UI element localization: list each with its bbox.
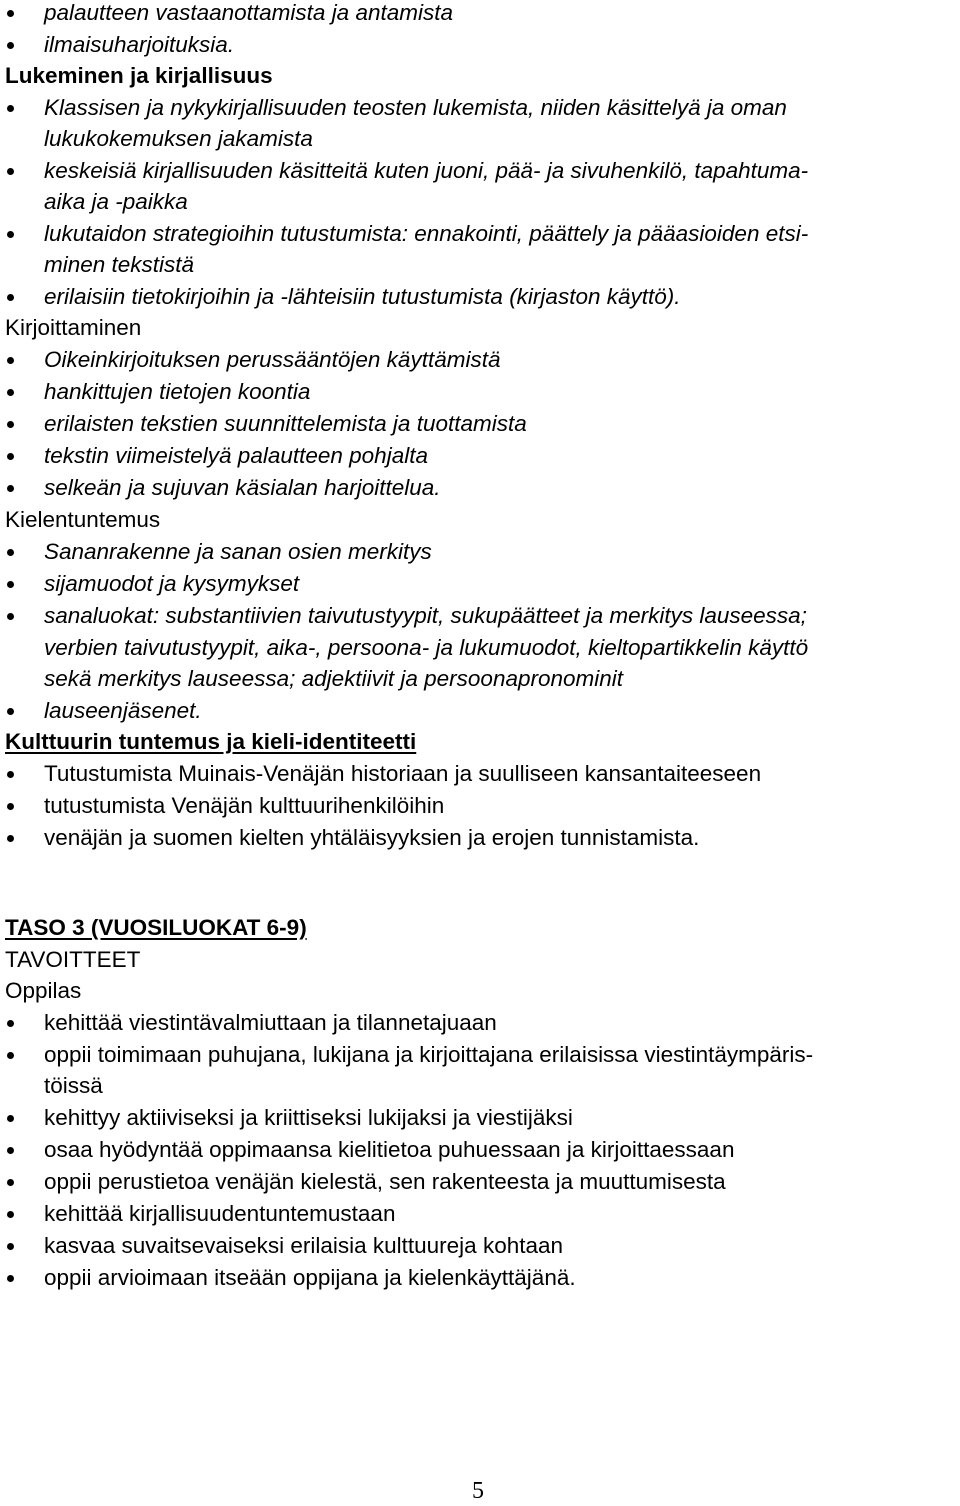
list-item-text: töissä <box>44 1073 103 1098</box>
level-subtitle: TAVOITTEET <box>5 947 141 972</box>
list-item-text: tekstin viimeistelyä palautteen pohjalta <box>44 443 428 468</box>
list-item-text: aika ja -paikka <box>44 189 188 214</box>
bullet-icon <box>7 1020 14 1027</box>
bullet-icon <box>7 168 14 175</box>
bullet-icon <box>7 581 14 588</box>
section-heading: Lukeminen ja kirjallisuus <box>5 63 273 88</box>
level-title: TASO 3 (VUOSILUOKAT 6-9) <box>5 915 307 940</box>
level-label: Oppilas <box>5 978 82 1003</box>
page-number: 5 <box>472 1478 484 1504</box>
list-item-text: Tutustumista Muinais-Venäjän historiaan ja suulliseen kansantaiteeseen <box>44 761 762 786</box>
section-heading: Kulttuurin tuntemus ja kieli-identiteetti <box>5 729 417 754</box>
list-item-text: Klassisen ja nykykirjallisuuden teosten lukemista, niiden käsittelyä ja oman <box>44 95 787 120</box>
bullet-icon <box>7 1147 14 1154</box>
section-heading: Kielentuntemus <box>5 507 161 532</box>
bullet-icon <box>7 42 14 49</box>
bullet-icon <box>7 613 14 620</box>
list-item-text: verbien taivutustyypit, aika-, persoona- ja lukumuodot, kieltopartikkelin käyttö <box>44 635 809 660</box>
bullet-icon <box>7 357 14 364</box>
list-item-text: ilmaisuharjoituksia. <box>44 32 235 57</box>
bullet-icon <box>7 485 14 492</box>
list-item-text: selkeän ja sujuvan käsialan harjoittelua. <box>44 475 441 500</box>
list-item-text: kehittää viestintävalmiuttaan ja tilannetajuaan <box>44 1010 497 1035</box>
list-item-text: lauseenjäsenet. <box>44 698 202 723</box>
bullet-icon <box>7 1275 14 1282</box>
section-heading: Kirjoittaminen <box>5 315 142 340</box>
list-item-text: Sananrakenne ja sanan osien merkitys <box>44 539 432 564</box>
bullet-icon <box>7 549 14 556</box>
list-item-text: sijamuodot ja kysymykset <box>44 571 300 596</box>
list-item-text: kehittää kirjallisuudentuntemustaan <box>44 1201 396 1226</box>
list-item-text: tutustumista Venäjän kulttuurihenkilöihin <box>44 793 445 818</box>
list-item-text: sanaluokat: substantiivien taivutustyypit, sukupäätteet ja merkitys lauseessa; <box>44 603 807 628</box>
bullet-icon <box>7 294 14 301</box>
list-item-text: kehittyy aktiiviseksi ja kriittiseksi lukijaksi ja viestijäksi <box>44 1105 573 1130</box>
bullet-icon <box>7 389 14 396</box>
bullet-icon <box>7 453 14 460</box>
bullet-icon <box>7 771 14 778</box>
list-item-text: palautteen vastaanottamista ja antamista <box>44 0 453 25</box>
list-item-text: oppii toimimaan puhujana, lukijana ja kirjoittajana erilaisissa viestintäympäris- <box>44 1042 814 1067</box>
bullet-icon <box>7 708 14 715</box>
list-item-text: erilaisten tekstien suunnittelemista ja tuottamista <box>44 411 527 436</box>
list-item-text: Oikeinkirjoituksen perussääntöjen käyttämistä <box>44 347 501 372</box>
list-item-text: venäjän ja suomen kielten yhtäläisyyksien ja erojen tunnistamista. <box>44 825 700 850</box>
bullet-icon <box>7 1243 14 1250</box>
bullet-icon <box>7 803 14 810</box>
bullet-icon <box>7 1052 14 1059</box>
bullet-icon <box>7 1211 14 1218</box>
bullet-icon <box>7 10 14 17</box>
list-item-text: kasvaa suvaitsevaiseksi erilaisia kulttuureja kohtaan <box>44 1233 564 1258</box>
bullet-icon <box>7 421 14 428</box>
list-item-text: lukukokemuksen jakamista <box>44 126 313 151</box>
list-item-text: minen tekstistä <box>44 252 195 277</box>
bullet-icon <box>7 231 14 238</box>
bullet-icon <box>7 1115 14 1122</box>
bullet-icon <box>7 835 14 842</box>
list-item-text: oppii perustietoa venäjän kielestä, sen rakenteesta ja muuttumisesta <box>44 1169 726 1194</box>
list-item-text: osaa hyödyntää oppimaansa kielitietoa puhuessaan ja kirjoittaessaan <box>44 1137 735 1162</box>
bullet-icon <box>7 105 14 112</box>
list-item-text: oppii arvioimaan itseään oppijana ja kielenkäyttäjänä. <box>44 1265 576 1290</box>
list-item-text: sekä merkitys lauseessa; adjektiivit ja persoonapronominit <box>44 666 624 691</box>
list-item-text: erilaisiin tietokirjoihin ja -lähteisiin tutustumista (kirjaston käyttö). <box>44 284 681 309</box>
bullet-icon <box>7 1179 14 1186</box>
list-item-text: keskeisiä kirjallisuuden käsitteitä kuten juoni, pää- ja sivuhenkilö, tapahtuma- <box>44 158 809 183</box>
list-item-text: lukutaidon strategioihin tutustumista: ennakointi, päättely ja pääasioiden etsi- <box>44 221 809 246</box>
list-item-text: hankittujen tietojen koontia <box>44 379 311 404</box>
